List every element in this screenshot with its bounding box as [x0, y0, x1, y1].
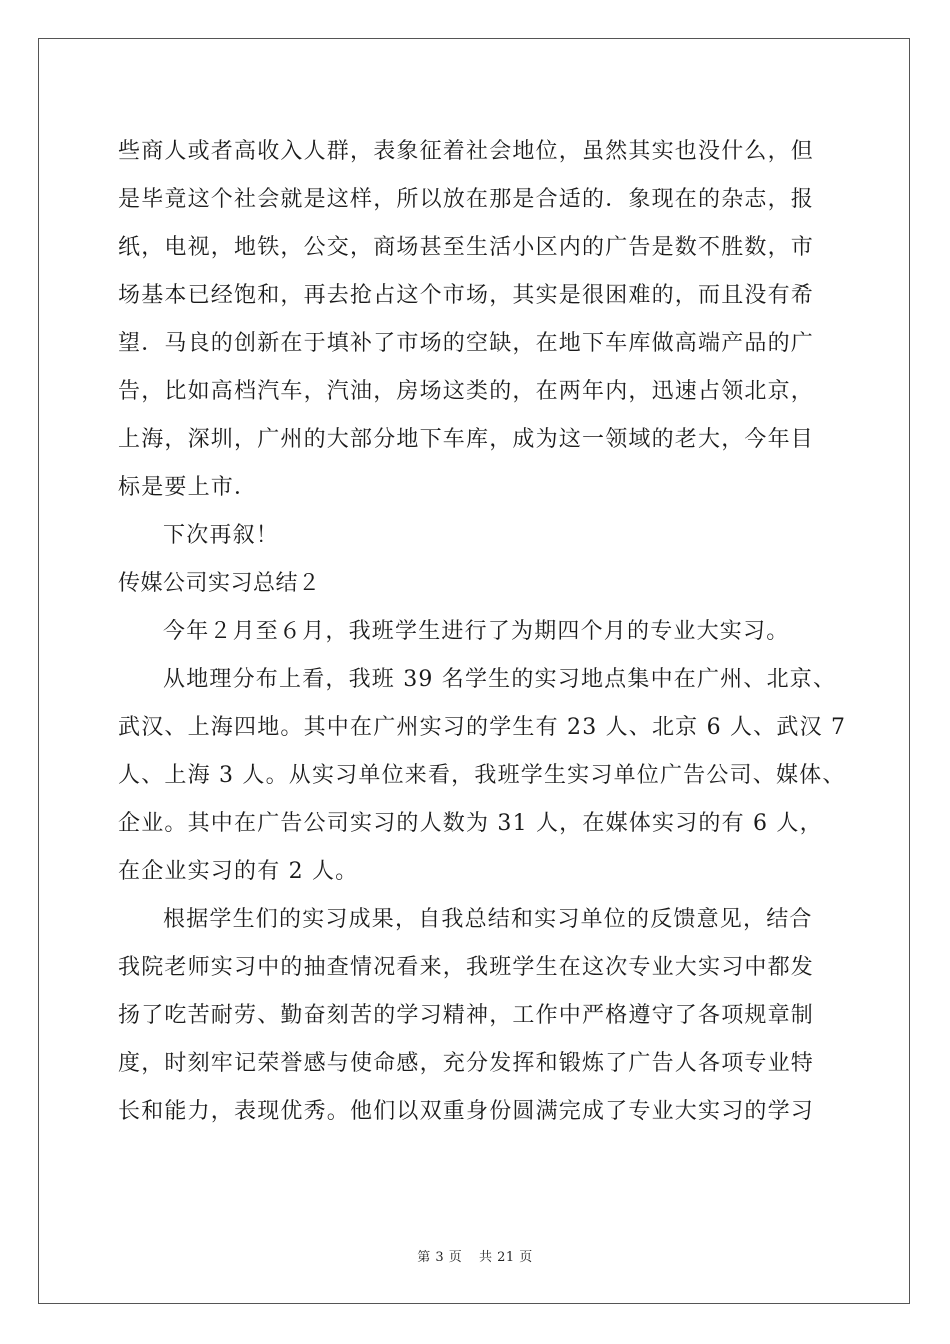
text-line: 些商人或者高收入人群，表象征着社会地位，虽然其实也没什么，但: [118, 139, 815, 164]
paragraph-start: 根据学生们的实习成果，自我总结和实习单位的反馈意见，结合: [163, 907, 813, 932]
text-line: 上海，深圳，广州的大部分地下车库，成为这一领域的老大，今年目: [118, 427, 815, 452]
paragraph-start: 今年２月至６月，我班学生进行了为期四个月的专业大实习。: [163, 619, 790, 644]
document-body: [118, 128, 858, 1136]
text-line: 纸，电视，地铁，公交，商场甚至生活小区内的广告是数不胜数，市: [118, 235, 815, 260]
text-line: 度，时刻牢记荣誉感与使命感，充分发挥和锻炼了广告人各项专业特: [118, 1051, 815, 1076]
text-line: 告，比如高档汽车，汽油，房场这类的，在两年内，迅速占领北京，: [118, 379, 815, 404]
text-line: 我院老师实习中的抽查情况看来，我班学生在这次专业大实习中都发: [118, 955, 815, 980]
text-line: 武汉、上海四地。其中在广州实习的学生有 23 人、北京 6 人、武汉 7: [118, 715, 847, 740]
text-line: 在企业实习的有 2 人。: [118, 859, 359, 884]
text-line: 长和能力，表现优秀。他们以双重身份圆满完成了专业大实习的学习: [118, 1099, 815, 1124]
text-line: 望．马良的创新在于填补了市场的空缺，在地下车库做高端产品的广: [118, 331, 815, 356]
page-total: 共 21 页: [478, 1250, 533, 1265]
page-footer: [0, 1246, 950, 1265]
page-number: 第 3 页: [417, 1250, 463, 1265]
section-heading: 传媒公司实习总结２: [118, 571, 321, 596]
text-line: 企业。其中在广告公司实习的人数为 31 人，在媒体实习的有 6 人，: [118, 811, 823, 836]
closing-line: 下次再叙！: [163, 523, 280, 548]
text-line: 是毕竟这个社会就是这样，所以放在那是合适的．象现在的杂志，报: [118, 187, 815, 212]
text-line: 人、上海 3 人。从实习单位来看，我班学生实习单位广告公司、媒体、: [118, 763, 846, 788]
text-line: 场基本已经饱和，再去抢占这个市场，其实是很困难的，而且没有希: [118, 283, 815, 308]
text-line: 标是要上市．: [118, 475, 258, 500]
paragraph-start: 从地理分布上看，我班 39 名学生的实习地点集中在广州、北京、: [163, 667, 837, 692]
text-line: 扬了吃苦耐劳、勤奋刻苦的学习精神，工作中严格遵守了各项规章制: [118, 1003, 815, 1028]
